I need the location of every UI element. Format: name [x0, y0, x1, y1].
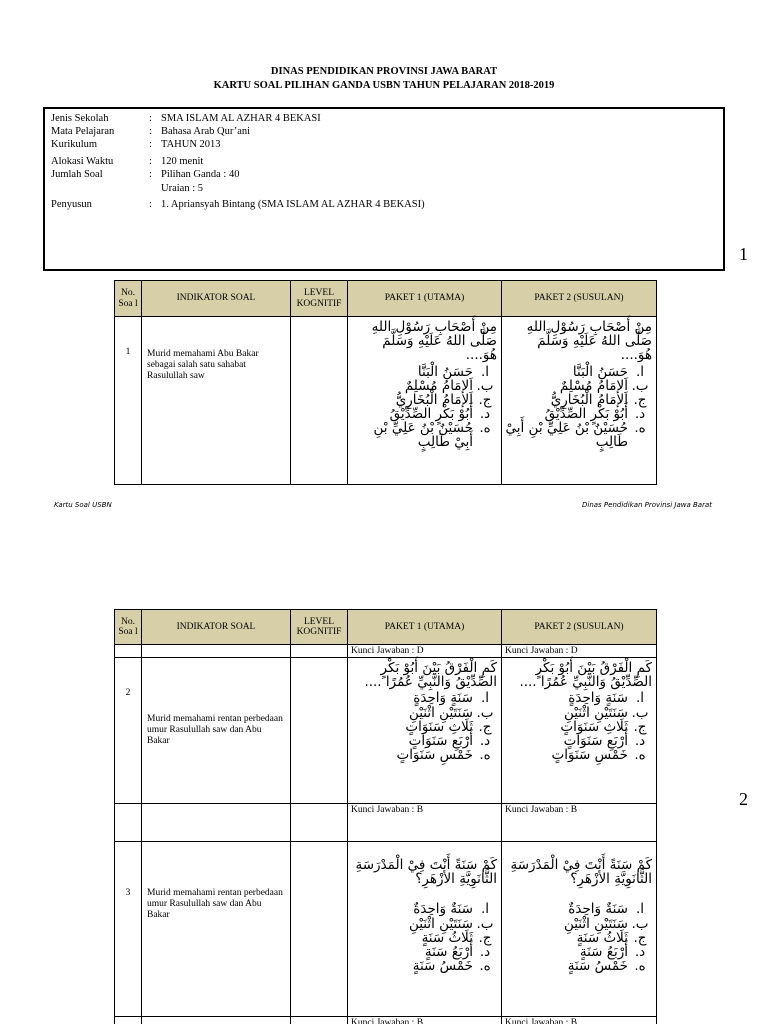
question-number: 3 [115, 842, 142, 1017]
header-no: No. Soa l [115, 281, 142, 317]
option-item: ا. حَسَنُ الْبَنَّا [572, 363, 645, 380]
option-list [505, 691, 652, 762]
question-stem: كَمِ الْفَرْقُ بَيْنَ أَبُوْ بَكْرٍ الصِّدِّيْقُ وَالنَّبِيِّ عُمُرًا .... [519, 660, 652, 691]
option-item: ا. سَنَةٌ وَاحِدَةٌ [568, 901, 645, 918]
kunci-row [115, 1017, 657, 1024]
paket-1-question [348, 842, 502, 1017]
level-cell [291, 317, 348, 485]
option-list [505, 902, 652, 973]
option-item: ا. سَنَةٌ وَاحِدَةٌ [413, 901, 490, 918]
page-number: 2 [739, 789, 748, 809]
kunci-row [115, 645, 657, 658]
kunci-row [115, 804, 657, 842]
option-item: ج. ثَلَاثِ سَنَوَاتٍ [405, 718, 492, 735]
document-title: DINAS PENDIDIKAN PROVINSI JAWA BARAT [270, 66, 498, 77]
table-header-row [115, 610, 657, 645]
header-indikator: INDIKATOR SOAL [142, 610, 291, 645]
option-item: ا. سَنَةٍ وَاحِدَةٍ [413, 690, 490, 707]
header-paket-1: PAKET 1 (UTAMA) [348, 610, 502, 645]
document-subtitle: KARTU SOAL PILIHAN GANDA USBN TAHUN PELAJARAN 2018-2019 [213, 80, 555, 91]
option-list [351, 691, 497, 762]
option-item: ه. حُسَيْنٌ بْنُ عَلِيِّ بْنِ أَبِيْ طَالِبٍ [373, 420, 491, 451]
option-item: ج. ثَلَاثُ سَنَةٍ [576, 929, 647, 946]
option-item: ب. سَنَتَيْنِ اثْنَيْنِ [408, 915, 494, 932]
question-stem: كَمْ سَنَةً أَنْتَ فِيْ الْمَدْرَسَةِ الثَّانَوِيَّةِ الأزْهَرِ؟ [355, 857, 497, 888]
option-item: د. أَرْبَعُ سَنَةٍ [424, 943, 491, 960]
option-item: د. أَبُوْ بَكْرٍ الصِّدِّيْقُ [544, 406, 646, 423]
option-item: ب. سَنَتَيْنِ اثْنَيْنِ [408, 704, 494, 721]
table-row [115, 658, 657, 804]
option-item: ب. اَلإمَامُ مُسْلِمٌ [559, 377, 649, 394]
header-level: LEVEL KOGNITIF [291, 610, 348, 645]
option-item: ج. ثَلَاثِ سَنَوَاتٍ [560, 718, 647, 735]
option-item: د. أَرْبَعُ سَنَةٍ [579, 943, 646, 960]
option-item: ه. حُسَيْنٌ بْنُ عَلِيِّ بْنِ أَبِيْ طَالِبٍ [505, 420, 646, 451]
footer-right: Dinas Pendidikan Provinsi Jawa Barat [582, 501, 712, 509]
option-item: ج. اَلإمَامُ الْبُخَارِيُّ [395, 391, 492, 408]
footer-left: Kartu Soal USBN [54, 501, 112, 509]
header-indikator: INDIKATOR SOAL [142, 281, 291, 317]
header-level: LEVEL KOGNITIF [291, 281, 348, 317]
kunci-jawaban: Kunci Jawaban : B [348, 804, 502, 842]
kunci-jawaban: Kunci Jawaban : B [502, 1017, 657, 1024]
indikator-text: Murid memahami rentan perbedaan umur Rasulullah saw dan Abu Bakar [142, 658, 291, 804]
header-paket-1: PAKET 1 (UTAMA) [348, 281, 502, 317]
table-row [115, 842, 657, 1017]
option-item: ج. ثَلَاثُ سَنَةٍ [421, 929, 492, 946]
indikator-text: Murid memahami rentan perbedaan umur Rasulullah saw dan Abu Bakar [142, 842, 291, 1017]
question-number: 1 [115, 317, 142, 485]
question-stem: كَمْ سَنَةً أَنْتَ فِيْ الْمَدْرَسَةِ الثَّانَوِيَّةِ الأزْهَرِ؟ [510, 857, 652, 888]
table-header-row [115, 281, 657, 317]
table-row [115, 317, 657, 485]
option-item: ه. خَمْسِ سَنَوَاتٍ [551, 747, 646, 764]
paket-1-question [348, 317, 502, 485]
question-stem: مِنْ أَصْحَابِ رَسُوْلِ اللهِ صَلَّى اللهُ عَلَيْهِ وَسَلَّمَ هُوَ.... [526, 319, 652, 364]
option-item: ب. سَنَتَيْنِ اثْنَيْنِ [563, 915, 649, 932]
option-list [351, 902, 497, 973]
kunci-jawaban: Kunci Jawaban : D [502, 645, 657, 658]
option-item: ج. اَلإمَامُ الْبُخَارِيُّ [550, 391, 647, 408]
level-cell [291, 842, 348, 1017]
option-item: د. أَبُوْ بَكْرٍ الصِّدِّيْقُ [389, 406, 491, 423]
question-number: 2 [115, 658, 142, 804]
option-item: د. أَرْبَعِ سَنَوَاتٍ [563, 732, 646, 749]
option-item: ه. خَمْسُ سَنَةٍ [412, 958, 491, 975]
indikator-text: Murid memahami Abu Bakar sebagai salah satu sahabat Rasulullah saw [142, 317, 291, 485]
option-item: ا. حَسَنُ الْبَنَّا [417, 363, 490, 380]
option-item: ب. سَنَتَيْنِ اثْنَيْنِ [563, 704, 649, 721]
question-table-page-1 [114, 280, 657, 485]
paket-2-question [502, 658, 657, 804]
question-table-page-2 [114, 609, 657, 1024]
option-item: ه. خَمْسُ سَنَةٍ [567, 958, 646, 975]
option-list [351, 365, 497, 450]
kunci-jawaban: Kunci Jawaban : D [348, 645, 502, 658]
paket-2-question [502, 317, 657, 485]
header-no: No. Soa l [115, 610, 142, 645]
paket-2-question [502, 842, 657, 1017]
level-cell [291, 658, 348, 804]
question-stem: مِنْ أَصْحَابِ رَسُوْلِ اللهِ صَلَّى اللهُ عَلَيْهِ وَسَلَّمَ هُوَ.... [371, 319, 497, 364]
option-item: ا. سَنَةٍ وَاحِدَةٍ [568, 690, 645, 707]
option-item: د. أَرْبَعِ سَنَوَاتٍ [408, 732, 491, 749]
paket-1-question [348, 658, 502, 804]
header-paket-2: PAKET 2 (SUSULAN) [502, 281, 657, 317]
option-item: ب. اَلإمَامُ مُسْلِمٌ [404, 377, 494, 394]
page-number: 1 [739, 244, 748, 264]
kunci-jawaban: Kunci Jawaban : B [348, 1017, 502, 1024]
question-stem: كَمِ الْفَرْقُ بَيْنَ أَبُوْ بَكْرٍ الصِّدِّيْقُ وَالنَّبِيِّ عُمُرًا .... [364, 660, 497, 691]
identity-box: Jenis Sekolah : SMA ISLAM AL AZHAR 4 BEKASI Mata Pelajaran : Bahasa Arab Qur’ani Kurikulum : TAHUN 2013 Alokasi Waktu : 120 menit Jumlah Soal : Pilihan Ganda : 40 Uraian : 5 Penyusun : 1. Apriansyah Bintang (SMA ISLAM AL AZHAR 4 BEKASI) [43, 107, 725, 271]
header-paket-2: PAKET 2 (SUSULAN) [502, 610, 657, 645]
kunci-jawaban: Kunci Jawaban : B [502, 804, 657, 842]
option-item: ه. خَمْسِ سَنَوَاتٍ [396, 747, 491, 764]
option-list [505, 365, 652, 450]
